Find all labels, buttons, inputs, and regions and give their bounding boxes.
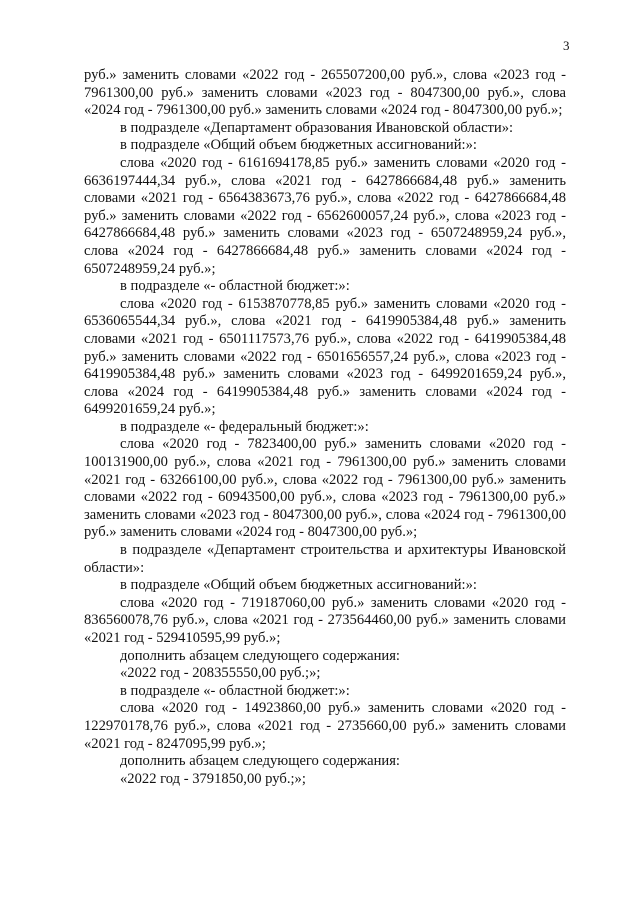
paragraph-subsection-regional-budget: в подразделе «- областной бюджет:»:: [120, 278, 350, 295]
paragraph-add-abstract-2: дополнить абзацем следующего содержания:: [120, 753, 400, 770]
paragraph-total-volume-construction-changes: слова «2020 год - 719187060,00 руб.» заменить словами «2020 год - 836560078,76 руб.», слова «2021 год - 273564460,00 руб.» заменить словами «2021 год - 529410595,99 руб.»;: [84, 594, 566, 646]
paragraph-subsection-total-volume-construction: в подразделе «Общий объем бюджетных ассигнований:»:: [120, 577, 477, 594]
paragraph-subsection-regional-budget-construction: в подразделе «- областной бюджет:»:: [120, 682, 350, 699]
document-body: [84, 67, 566, 788]
paragraph-added-2022-regional: «2022 год - 3791850,00 руб.;»;: [120, 770, 306, 787]
paragraph-continuation: руб.» заменить словами «2022 год - 265507200,00 руб.», слова «2023 год - 7961300,00 руб.» заменить словами «2023 год - 8047300,00 руб.», слова «2024 год - 7961300,00 руб.» заменить словами «2024 год - 8047300,00 руб.»;: [84, 67, 566, 119]
paragraph-subsection-federal-budget: в подразделе «- федеральный бюджет:»:: [120, 418, 369, 435]
paragraph-added-2022-total: «2022 год - 208355550,00 руб.;»;: [120, 665, 321, 682]
paragraph-regional-budget-construction-changes: слова «2020 год - 14923860,00 руб.» заменить словами «2020 год - 122970178,76 руб.», слова «2021 год - 2735660,00 руб.» заменить словами «2021 год - 8247095,99 руб.»;: [84, 700, 566, 752]
paragraph-total-volume-changes: слова «2020 год - 6161694178,85 руб.» заменить словами «2020 год - 6636197444,34 руб.», слова «2021 год - 6427866684,48 руб.» заменить словами «2021 год - 6564383673,76 руб.», слова «2022 год - 6427866684,48 руб.» заменить словами «2022 год - 6562600057,24 руб.», слова «2023 год - 6427866684,48 руб.» заменить словами «2023 год - 6507248959,24 руб.», слова «2024 год - 6427866684,48 руб.» заменить словами «2024 год - 6507248959,24 руб.»;: [84, 154, 566, 277]
paragraph-add-abstract-1: дополнить абзацем следующего содержания:: [120, 647, 400, 664]
paragraph-regional-budget-changes: слова «2020 год - 6153870778,85 руб.» заменить словами «2020 год - 6536065544,34 руб.», слова «2021 год - 6419905384,48 руб.» заменить словами «2021 год - 6501117573,76 руб.», слова «2022 год - 6419905384,48 руб.» заменить словами «2022 год - 6501656557,24 руб.», слова «2023 год - 6419905384,48 руб.» заменить словами «2023 год - 6499201659,24 руб.», слова «2024 год - 6419905384,48 руб.» заменить словами «2024 год - 6499201659,24 руб.»;: [84, 295, 566, 418]
page-number: 3: [563, 38, 570, 53]
paragraph-subsection-education-department: в подразделе «Департамент образования Ивановской области»:: [120, 119, 514, 136]
paragraph-federal-budget-changes: слова «2020 год - 7823400,00 руб.» заменить словами «2020 год - 100131900,00 руб.», слова «2021 год - 7961300,00 руб.» заменить словами «2021 год - 63266100,00 руб.», слова «2022 год - 7961300,00 руб.» заменить словами «2022 год - 60943500,00 руб.», слова «2023 год - 7961300,00 руб.» заменить словами «2023 год - 8047300,00 руб.», слова «2024 год - 7961300,00 руб.» заменить словами «2024 год - 8047300,00 руб.»;: [84, 436, 566, 541]
paragraph-subsection-construction-department: в подразделе «Департамент строительства и архитектуры Ивановской области»:: [84, 542, 566, 576]
paragraph-subsection-total-volume: в подразделе «Общий объем бюджетных ассигнований:»:: [120, 137, 477, 154]
